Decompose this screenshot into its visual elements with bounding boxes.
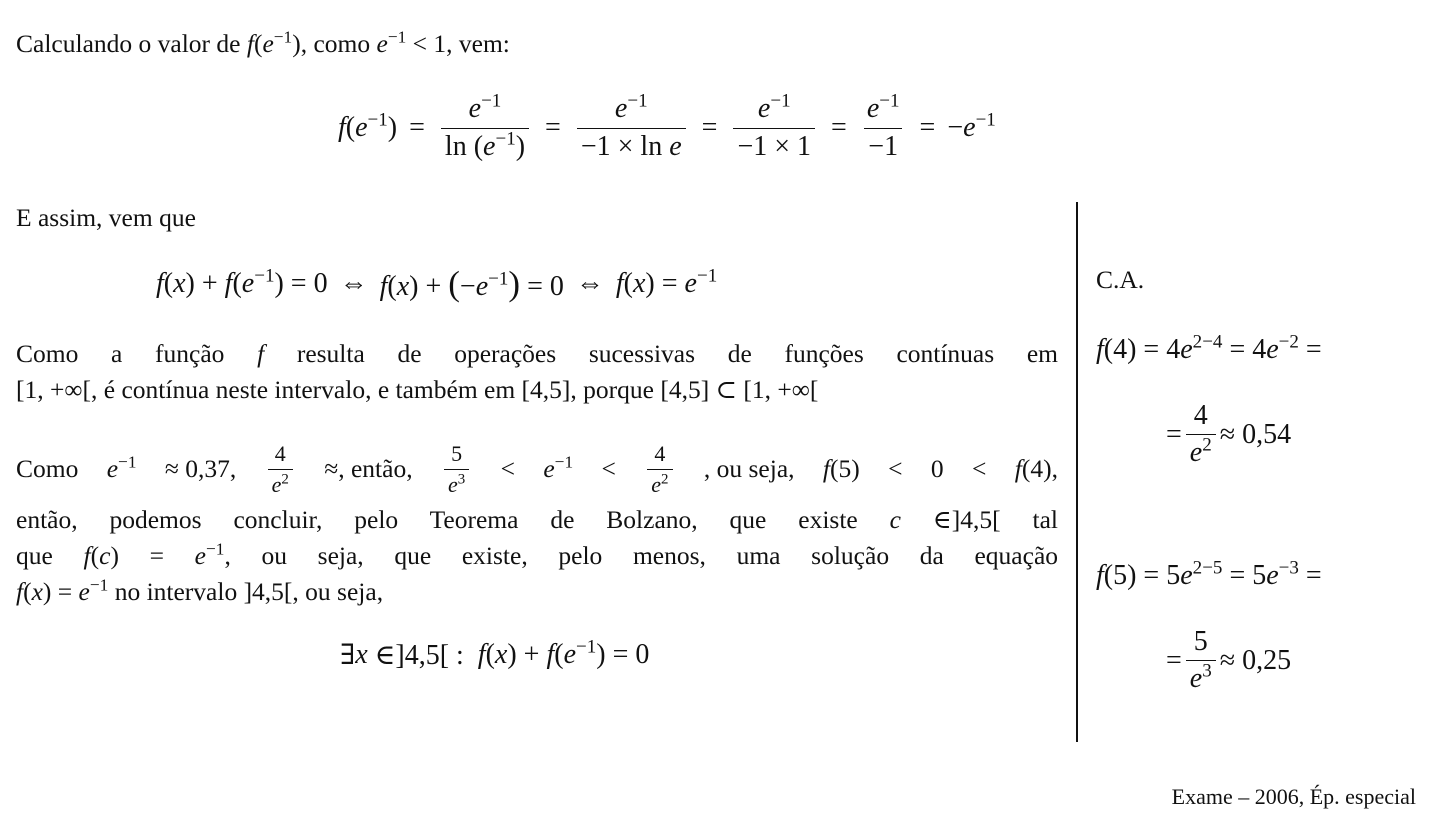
footer-exam-reference: Exame – 2006, Ép. especial (1171, 784, 1416, 809)
intro-text-3: , vem: (446, 29, 510, 58)
ca-f5-line2: = $\frac{5}{e^3}$ ≈ 0,25 (1166, 626, 1292, 695)
bolzano-text-6: ∈]4,5[ tal (932, 505, 1059, 534)
ca-f4-line2: = $\frac{4}{e^2}$ ≈ 0,54 (1166, 400, 1292, 469)
equation-equivalence: $f(x) + f(e^{-1}) = 0$ ⇔ $f(x) + (-e^{-1}) = 0$ ⇔ $f(x) = e^{-1}$ (156, 264, 718, 303)
ca-f4-line1: $f(4) = 4e^{2-4} = 4e^{-2}$ = (1096, 331, 1322, 365)
bolzano-text-2: ≈ 0,37, (164, 454, 237, 483)
bolzano-text-3: ≈, então, (324, 454, 413, 483)
ca-approx-5: ≈ 0,25 (1219, 644, 1292, 676)
bolzano-text-5: então, podemos concluir, pelo Teorema de Bolzano, que existe (16, 505, 858, 534)
bolzano-text-4: , ou seja, (703, 454, 795, 483)
equation-conclusion: ∃ x ∈]4,5[ : $f(x) + f(e^{-1}) = 0$ (340, 636, 650, 671)
ca-f5-line1: $f(5) = 5e^{2-5} = 5e^{-3}$ = (1096, 557, 1322, 591)
column-divider (1076, 202, 1078, 742)
ca-title: C.A. (1096, 265, 1145, 294)
equation-f-e-inverse: $f(e^{-1})$ = $\frac{e^{-1}}{\ln (e^{-1})}$ = $\frac{e^{-1}}{\text{−1 × ln e}}$ = $\frac{e^{-1}}{-1 \times 1}$ = $\frac{e^{-1}}{-1}$ = $-e^{-1}$ (338, 90, 996, 162)
continuity-text-2: resulta de operações sucessivas de funções contínuas em (296, 339, 1058, 368)
continuity-paragraph: Como a função f resulta de operações sucessivas de funções contínuas em [1, +∞[, é contínua neste intervalo, e também em [4,5], porque [4,5] ⊂ [1, +∞[ (16, 336, 1058, 408)
exists-symbol: ∃ (340, 640, 356, 671)
intro-line: Calculando o valor de $f(e^{-1})$, como $e^{-1} < 1$, vem: (16, 27, 510, 58)
assim-text: E assim, vem que (16, 203, 196, 232)
bolzano-paragraph: Como $e^{-1}$ ≈ 0,37, $\frac{4}{e^2}$ ≈, então, $\frac{5}{e^3}$ < $e^{-1}$ < $\frac{4}{e^2}$ , ou seja, f(5) < 0 < f(4), então, podemos concluir, pelo Teorema de Bolzano, que existe c ∈]4,5[ tal que $f(c) = e^{-1}$, ou seja, que existe, pelo menos, uma solução da equação $f(x) = e^{-1}$ no intervalo ]4,5[, ou seja, (16, 441, 1059, 606)
iff-symbol-1: ⇔ (339, 268, 368, 299)
bolzano-text-1: Como (16, 454, 79, 483)
interval-text: ∈]4,5[ : (374, 640, 464, 671)
continuity-text-1: Como a função (16, 339, 225, 368)
bolzano-text-7: que (16, 541, 53, 570)
intro-text-1: Calculando o valor de (16, 29, 241, 58)
ca-approx-4: ≈ 0,54 (1219, 418, 1292, 450)
intro-text-2: , como (300, 29, 371, 58)
bolzano-text-9: no intervalo ]4,5[, ou seja, (114, 577, 384, 606)
bolzano-text-8: , ou seja, que existe, pelo menos, uma solução da equação (224, 541, 1059, 570)
iff-symbol-2: ⇔ (575, 268, 604, 299)
continuity-text-3: [1, +∞[, é contínua neste intervalo, e também em [4,5], porque [4,5] ⊂ [1, +∞[ (16, 375, 819, 404)
